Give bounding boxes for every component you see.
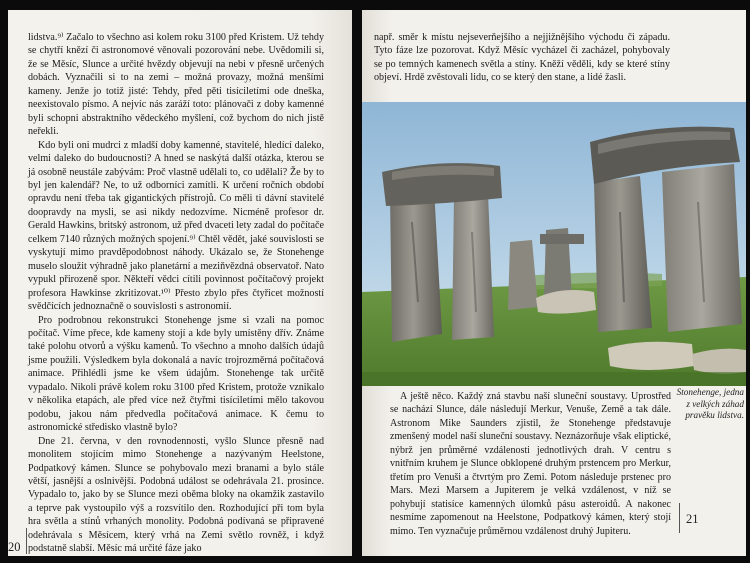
photo-caption: Stonehenge, jedna z velkých záhad pravěku lidstva. [676,387,744,420]
paragraph: Pro podrobnou rekonstrukci Stonehenge jsme si vzali na pomoc počítač. Víme přece, kde kameny stojí a kde byly umístěny dřív. Známe také polohu otvorů a výšku kamenů. To všechno a mnoho dalších údajů jsme použili. Výsledkem byla dokonalá a navíc trojrozměrná počítačová animace. Přihlédli jsme ke všem údajům. Stonehenge tak určitě vypadalo. Nikoli právě kolem roku 3100 před Kristem, protože vznikalo v několika etapách, ale před více než čtyřmi tisíciletími mělo takovou podobu, jakou nám předvedla počítačová animace. K čemu to astronomické středisko vlastně bylo? [28,314,324,434]
paragraph: např. směr k místu nejseverňejšího a nejjižnějšího východu či západu. Tyto fáze lze pozorovat. Když Měsíc vycházel či zacházel, pohybovaly se po temných kamenech světla a stíny. Kněží věděli, kdy se které stíny objeví. Hrdě zvěstovali lidu, co se který den stane, a lidé žasli. [374,32,670,84]
right-page-top-text [374,31,670,85]
paragraph: Kdo byli oni mudrci z mladší doby kamenné, stavitelé, hledící daleko, velmi daleko do budoucnosti? A hned se naskýtá další otázka, kterou se já osobně neustále zabývám: Proč vlastně udělali to, co udělali? Že by to byl jen kalendář? Ne, to už odborníci zamítli. K určení ročních období opravdu není třeba tak gigantických přístrojů. Co měli ti dávní stavitelé doopravdy na mysli, se asi nikdy nedozvíme. Nicméně profesor dr. Gerald Hawkins, britský astronom, už před dvaceti lety zadal do počítače celkem 7140 různých možných spojení.⁹⁾ Chtěl vědět, jaké souvislosti se vyskytují mimo pravděpodobnost náhody. Ukázalo se, že Stonehenge muselo sloužit výhradně jako planetární a meziňvězdná observatoř. Nato vypukl přirozeně spor. Někteří vědci cítili povinnost počítačový projekt profesora Hawkinse zkritizovat.¹⁰⁾ Přesto zbylo přes čtyřicet možností svědčících jednoznačně o souvislosti s astronomií. [28,139,324,313]
paragraph: lidstva.⁹⁾ Začalo to všechno asi kolem roku 3100 před Kristem. Už tehdy se chytří knězí či astronomové věnovali pozorování nebe. Uvědomili si, že se Měsíc, Slunce a určité hvězdy objevují na nebi v přesně určených dobách. Vyznačili si to na zemi – možná provazy, možná menšími kameny. Jenže jo totiž jisté: Tehdy, před pěti tisíciletími ode dneška, neexistovalo písmo. A nejvíc nás zaráží toto: plánovači z doby kamenné byli schopni abstraktního vědeckého myšlení, což bychom do nich jistě neřekli. [28,32,324,138]
page-number-rule [26,528,27,554]
page-number-rule [679,503,680,533]
page-number: 21 [686,512,699,526]
right-page [362,10,746,556]
paragraph: Dne 21. června, v den rovnodennosti, vyšlo Slunce přesně nad monolitem stojícím mimo Stonehenge a nazývaným Heelstone, Podpatkový kámen. Slunce se pohybovalo mezi branami a bylo stále větší, jasnější a oslnivější. Podobná událost se odehrávala 21. prosince. Vypadalo to, jako by se Slunce mezi oběma bloky na okamžik zastavilo a teprve pak vystoupilo výš a rozsvítilo den. Rozhodující při tom byla hra světla a stínů vrhaných monolity. Podobná podívaná se připravené odehrávala s Měsícem, který vrhá na Zemi světlo rovněž, i když podstatně slabší. Měsíc má určité fáze jako [28,435,324,555]
stonehenge-photo [362,102,746,386]
book-gutter [352,0,362,563]
stonehenge-illustration [362,102,746,386]
right-page-bottom-text [390,390,671,538]
left-page [8,10,352,556]
page-number: 20 [8,540,21,554]
paragraph: A ještě něco. Každý zná stavbu naší sluneční soustavy. Uprostřed se nachází Slunce, dále následují Merkur, Venuše, Země a tak dále. Astronom Mike Saunders zjistil, že Stonehenge představuje zmenšený model naší sluneční soustavy. Neznázorňuje však eliptické, nýbrž jen průměrné vzdálenosti jednotlivých drah. V centru s vnitřním kruhem je Slunce obklopené druhým prstencem pro Merkur, třetím pro Venuši a čtvrtým pro Zemi. Potom následuje prstenec pro Mars. Mezi Marsem a Jupiterem je velká vzdálenost, v níž se pohybují statisíce kamenných úlomků pásu asteroidů. A nakonec nesmíme zapomenout na Heelstone, Podpatkový kámen, který stojí mimo. Ten vyznačuje průměrnou vzdálenost druhý Jupiteru. [390,391,671,537]
left-page-text [28,31,324,556]
